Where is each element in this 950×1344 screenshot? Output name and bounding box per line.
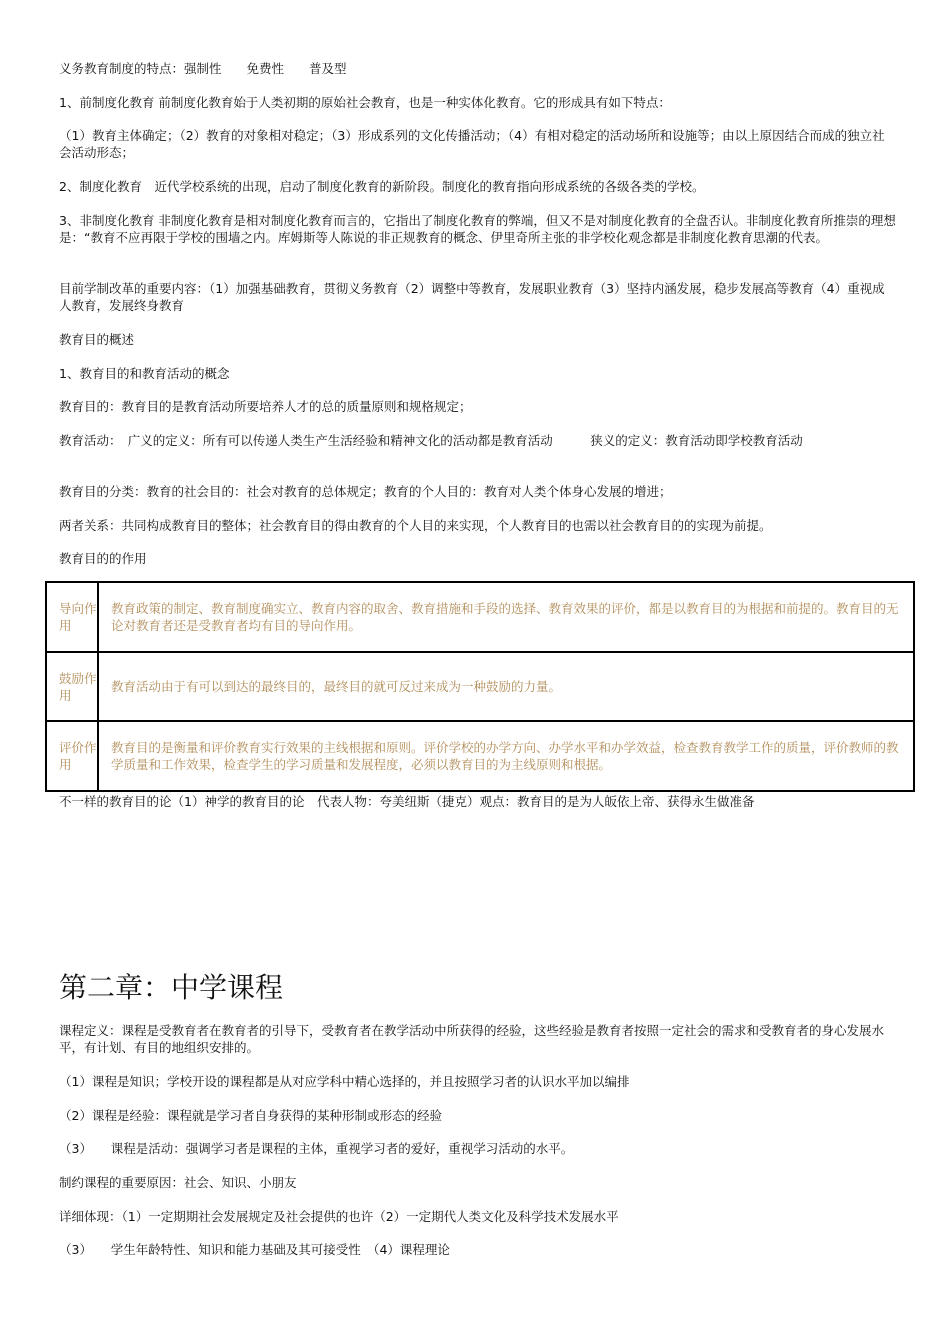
paragraph: 3、非制度化教育 非制度化教育是相对制度化教育而言的，它指出了制度化教育的弊端，但又不是对制度化教育的全盘否认。非制度化教育所推崇的理想是：“教育不应再限于学校的围墙之内。库姆斯等人陈说的非正规教育的概念、伊里奇所主张的非学校化观念都是非制度化教育思潮的代表。: [59, 213, 896, 245]
purpose-table: [45, 581, 915, 792]
table-text-cell: 教育目的是衡量和评价教育实行效果的主线根据和原则。评价学校的办学方向、办学水平和办学效益，检查教育教学工作的质量，评价教师的教学质量和工作效果，检查学生的学习质量和发展程度，必须以教育目的为主线原则和根据。: [98, 721, 914, 791]
paragraph: （1）教育主体确定；（2）教育的对象相对稳定；（3）形成系列的文化传播活动；（4）有相对稳定的活动场所和设施等；由以上原因结合而成的独立社会活动形态；: [59, 128, 885, 160]
table-label-cell: 鼓励作用: [46, 652, 98, 721]
paragraph: 义务教育制度的特点：强制性 免费性 普及型: [59, 61, 347, 76]
paragraph: 制约课程的重要原因：社会、知识、小朋友: [59, 1175, 297, 1190]
table-row: [46, 652, 914, 721]
table-text-cell: 教育活动由于有可以到达的最终目的，最终目的就可反过来成为一种鼓励的力量。: [98, 652, 914, 721]
paragraph: 1、前制度化教育 前制度化教育始于人类初期的原始社会教育，也是一种实体化教育。它的形成具有如下特点：: [59, 95, 671, 110]
paragraph: 教育活动： 广义的定义：所有可以传递人类生产生活经验和精神文化的活动都是教育活动 狭义的定义：教育活动即学校教育活动: [59, 433, 803, 448]
paragraph: 1、教育目的和教育活动的概念: [59, 366, 230, 381]
paragraph: （3） 学生年龄特性、知识和能力基础及其可接受性 （4）课程理论: [59, 1242, 450, 1257]
paragraph: 课程定义：课程是受教育者在教育者的引导下，受教育者在教学活动中所获得的经验，这些经验是教育者按照一定社会的需求和受教育者的身心发展水平，有计划、有目的地组织安排的。: [59, 1023, 885, 1055]
section-heading: 教育目的概述: [59, 332, 135, 347]
paragraph: 教育目的分类：教育的社会目的：社会对教育的总体规定；教育的个人目的：教育对人类个体身心发展的增进；: [59, 484, 672, 499]
chapter-title: 第二章：中学课程: [59, 971, 284, 1004]
table-row: [46, 721, 914, 791]
table-text-cell: 教育政策的制定、教育制度确实立、教育内容的取舍、教育措施和手段的选择、教育效果的评价，都是以教育目的为根据和前提的。教育目的无论对教育者还是受教育者均有目的导向作用。: [98, 582, 914, 652]
paragraph: （1）课程是知识；学校开设的课程都是从对应学科中精心选择的，并且按照学习者的认识水平加以编排: [59, 1074, 630, 1089]
paragraph: 不一样的教育目的论（1）神学的教育目的论 代表人物：夸美纽斯（捷克）观点：教育目的是为人皈依上帝、获得永生做准备: [59, 794, 755, 809]
paragraph: （2）课程是经验：课程就是学习者自身获得的某种形制或形态的经验: [59, 1108, 442, 1123]
paragraph: 目前学制改革的重要内容：（1）加强基础教育，贯彻义务教育（2）调整中等教育，发展职业教育（3）坚持内涵发展，稳步发展高等教育（4）重视成人教育，发展终身教育: [59, 281, 885, 313]
table-label-cell: 导向作用: [46, 582, 98, 652]
paragraph: 详细体现：（1）一定期期社会发展规定及社会提供的也许（2）一定期代人类文化及科学技术发展水平: [59, 1209, 619, 1224]
paragraph: （3） 课程是活动：强调学习者是课程的主体，重视学习者的爱好，重视学习活动的水平。: [59, 1141, 574, 1156]
paragraph: 两者关系：共同构成教育目的整体；社会教育目的得由教育的个人目的来实现，个人教育目的也需以社会教育目的的实现为前提。: [59, 518, 772, 533]
paragraph: 教育目的：教育目的是教育活动所要培养人才的总的质量原则和规格规定；: [59, 399, 472, 414]
paragraph: 2、制度化教育 近代学校系统的出现，启动了制度化教育的新阶段。制度化的教育指向形成系统的各级各类的学校。: [59, 179, 705, 194]
paragraph: 教育目的的作用: [59, 551, 147, 566]
table-row: [46, 582, 914, 652]
table-label-cell: 评价作用: [46, 721, 98, 791]
